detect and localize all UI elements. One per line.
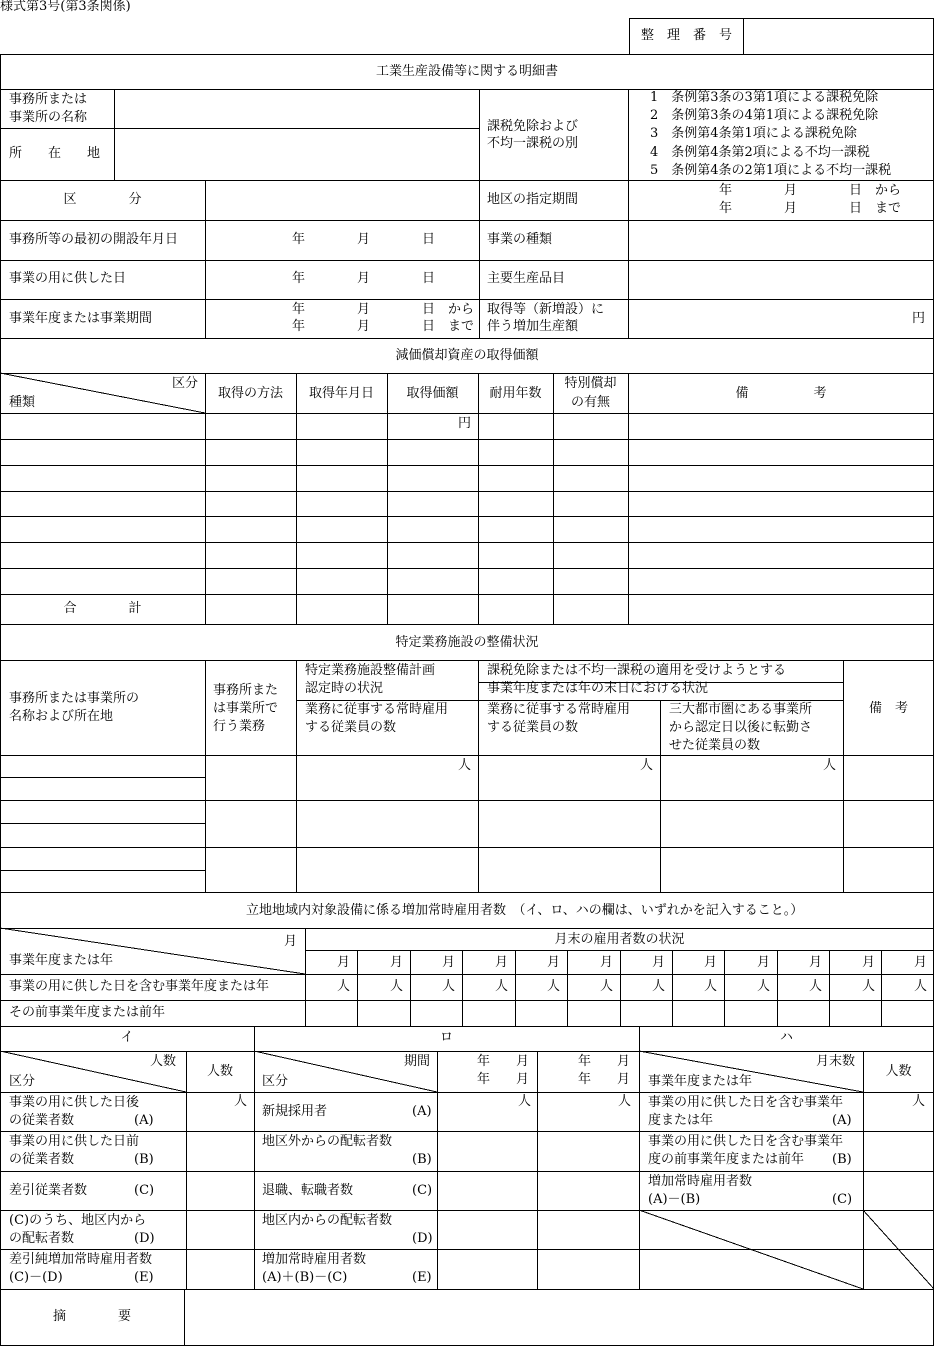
assets-col-life: 耐用年数	[489, 386, 542, 401]
block-ro-row4-label: 地区内からの配転者数	[262, 1213, 393, 1228]
month-header-11[interactable]: 月	[862, 955, 876, 970]
block-i-row2-line1: 事業の用に供した日前	[9, 1134, 140, 1149]
fiscal-period-to[interactable]: 年 月 日 まで	[292, 319, 475, 334]
assets-col-method: 取得の方法	[217, 386, 283, 401]
block-i-row2-mark: (B)	[134, 1152, 154, 1167]
month-header-1[interactable]: 月	[337, 955, 351, 970]
block-i-person-unit: 人	[234, 1094, 248, 1109]
facility-office-label-line2: 名称および所在地	[9, 709, 114, 724]
district-period-label: 地区の指定期間	[487, 192, 579, 207]
monthly-status-label: 月末の雇用者数の状況	[554, 932, 685, 947]
month-header-9[interactable]: 月	[757, 955, 771, 970]
employment-section-title: 立地地域内対象設備に係る増加常時雇用者数 （イ、ロ、ハの欄は、いずれかを記入すること。）	[246, 903, 804, 918]
exemption-option-5[interactable]: 5 条例第4条の2第1項による不均一課税	[650, 163, 892, 178]
exemption-option-1[interactable]: 1 条例第3条の3第1項による課税免除	[650, 90, 879, 105]
block-ha-row3-line2: (A)－(B)	[648, 1192, 701, 1207]
facility-section-title: 特定業務施設の整備状況	[395, 635, 539, 650]
block-i-row3-mark: (C)	[134, 1183, 155, 1198]
row-use-year-label: 事業の用に供した日を含む事業年度または年	[9, 979, 270, 994]
block-i-row4-mark: (D)	[134, 1231, 155, 1246]
business-type-label: 事業の種類	[487, 232, 553, 247]
block-i-row4-line1: (C)のうち、地区内から	[9, 1213, 147, 1228]
month-header-12[interactable]: 月	[914, 955, 928, 970]
person-unit-m7: 人	[652, 979, 666, 994]
person-unit-m1: 人	[337, 979, 351, 994]
exemption-option-2[interactable]: 2 条例第3条の4第1項による課税免除	[650, 108, 879, 123]
block-ha-count-col: 人数	[885, 1064, 912, 1079]
block-i-header: イ	[120, 1030, 134, 1045]
facility-office-label-line1: 事務所または事業所の	[9, 691, 140, 706]
facility-status-label-line2: 事業年度または年の末日における状況	[487, 681, 709, 696]
employment-fiscal-year-label: 事業年度または年	[9, 953, 114, 968]
block-ha-row1-mark: (A)	[832, 1113, 852, 1128]
first-open-date-label: 事務所等の最初の開設年月日	[9, 232, 179, 247]
person-unit-m8: 人	[704, 979, 718, 994]
block-ha-row3-mark: (C)	[832, 1192, 853, 1207]
facility-plan-label-line1: 特定業務施設整備計画	[305, 663, 436, 678]
person-unit-m4: 人	[495, 979, 509, 994]
month-header-5[interactable]: 月	[547, 955, 561, 970]
office-name-label-line1: 事務所または	[9, 92, 88, 107]
facility-person-unit-c: 人	[823, 758, 837, 773]
assets-col-special-line2: の有無	[570, 395, 610, 410]
person-unit-m11: 人	[862, 979, 876, 994]
facility-transfer-line1: 三大都市圏にある事業所	[669, 702, 813, 717]
person-unit-m9: 人	[757, 979, 771, 994]
district-period-from[interactable]: 年 月 日 から	[719, 183, 902, 198]
first-open-date-field[interactable]: 年 月 日	[292, 232, 436, 247]
block-ro-period-label: 期間	[404, 1054, 431, 1069]
facility-transfer-line2: から認定日以後に転勤さ	[669, 720, 813, 735]
block-i-row3-label: 差引従業者数	[9, 1183, 88, 1198]
assets-total-label: 合 計	[63, 601, 142, 616]
month-header-7[interactable]: 月	[652, 955, 666, 970]
block-ro-period1-to[interactable]: 年 月	[477, 1072, 530, 1087]
facility-work-label-line2: は事業所で	[213, 701, 279, 716]
block-ro-row5-line1: 増加常時雇用者数	[262, 1252, 367, 1267]
kubun-label: 区 分	[63, 192, 142, 207]
facility-person-unit-b: 人	[640, 758, 654, 773]
use-date-label: 事業の用に供した日	[9, 271, 127, 286]
block-i-count-label: 人数	[150, 1054, 177, 1069]
form-number: 様式第3号(第3条関係)	[0, 0, 131, 14]
facility-status-label-line1: 課税免除または不均一課税の適用を受けようとする	[487, 663, 787, 678]
reference-number-label: 整 理 番 号	[640, 28, 732, 43]
block-ro-kubun-label: 区分	[262, 1074, 289, 1089]
use-date-field[interactable]: 年 月 日	[292, 271, 436, 286]
facility-plan-label-line2: 認定時の状況	[305, 681, 384, 696]
assets-section-title: 減価償却資産の取得価額	[395, 348, 539, 363]
assets-col-remarks: 備 考	[735, 386, 827, 401]
block-ro-row1-mark: (A)	[412, 1104, 432, 1119]
block-ha-month-end-label: 月末数	[816, 1054, 856, 1069]
person-unit-m12: 人	[914, 979, 928, 994]
block-ha-row2-mark: (B)	[832, 1152, 852, 1167]
form-title: 工業生産設備等に関する明細書	[375, 64, 558, 79]
block-ro-person-unit-2: 人	[618, 1094, 632, 1109]
district-period-to[interactable]: 年 月 日 まで	[719, 201, 902, 216]
month-header-3[interactable]: 月	[442, 955, 456, 970]
block-ha-row1-line1: 事業の用に供した日を含む事業年	[648, 1095, 844, 1110]
block-i-row5-line1: 差引純増加常時雇用者数	[9, 1252, 153, 1267]
block-ro-row5-line2: (A)＋(B)－(C)	[262, 1270, 348, 1285]
exemption-option-3[interactable]: 3 条例第4条第1項による課税免除	[650, 126, 857, 141]
block-ro-header: ロ	[439, 1030, 453, 1045]
assets-col-special-line1: 特別償却	[564, 376, 617, 391]
assets-kind-label: 種類	[9, 395, 36, 410]
block-i-row1-mark: (A)	[134, 1113, 154, 1128]
facility-person-unit-a: 人	[458, 758, 472, 773]
person-unit-m10: 人	[809, 979, 823, 994]
block-ha-header: ハ	[779, 1030, 793, 1045]
block-i-row4-line2: の配転者数	[9, 1231, 75, 1246]
assets-col-price: 取得価額	[406, 386, 459, 401]
month-header-4[interactable]: 月	[495, 955, 509, 970]
block-ha-row1-line2: 度または年	[648, 1113, 714, 1128]
block-ro-row5-mark: (E)	[412, 1270, 432, 1285]
block-ha-row2-line1: 事業の用に供した日を含む事業年	[648, 1134, 844, 1149]
block-i-row1-line2: の従業者数	[9, 1113, 75, 1128]
assets-col-date: 取得年月日	[308, 386, 374, 401]
block-ro-period2-from[interactable]: 年 月	[578, 1054, 631, 1069]
facility-emp-a-line2: する従業員の数	[305, 720, 397, 735]
person-unit-m3: 人	[442, 979, 456, 994]
facility-remarks-label: 備 考	[869, 701, 909, 716]
assets-yen-unit: 円	[458, 416, 472, 431]
facility-emp-b-line1: 業務に従事する常時雇用	[487, 702, 631, 717]
block-ro-row4-mark: (D)	[412, 1231, 433, 1246]
yen-unit: 円	[912, 311, 926, 326]
fiscal-period-label: 事業年度または事業期間	[9, 311, 153, 326]
month-header-8[interactable]: 月	[704, 955, 718, 970]
block-ro-period1-from[interactable]: 年 月	[477, 1054, 530, 1069]
office-name-label-line2: 事業所の名称	[9, 110, 88, 125]
block-ha-row3-line1: 増加常時雇用者数	[648, 1174, 753, 1189]
block-i-count-col: 人数	[206, 1064, 233, 1079]
main-product-label: 主要生産品目	[487, 271, 566, 286]
block-ro-row3-label: 退職、転職者数	[262, 1183, 354, 1198]
block-i-kubun-label: 区分	[9, 1074, 36, 1089]
assets-kubun-label: 区分	[172, 376, 199, 391]
office-name-field[interactable]	[120, 90, 475, 126]
block-ha-row2-line2: 度の前事業年度または前年	[648, 1152, 805, 1167]
person-unit-m2: 人	[390, 979, 404, 994]
block-ro-row2-label: 地区外からの配転者数	[262, 1134, 393, 1149]
increase-production-label-line2: 伴う増加生産額	[487, 319, 579, 334]
block-ro-person-unit-1: 人	[518, 1094, 532, 1109]
month-header-2[interactable]: 月	[390, 955, 404, 970]
block-i-row5-line2: (C)－(D)	[9, 1270, 63, 1285]
summary-label: 摘 要	[52, 1309, 131, 1324]
month-header-10[interactable]: 月	[809, 955, 823, 970]
facility-emp-b-line2: する従業員の数	[487, 720, 579, 735]
facility-transfer-line3: せた従業員の数	[669, 738, 761, 753]
row-prev-year-label: その前事業年度または前年	[9, 1005, 166, 1020]
increase-production-label-line1: 取得等（新増設）に	[487, 302, 605, 317]
facility-work-label-line1: 事務所また	[213, 683, 279, 698]
location-field[interactable]	[120, 130, 475, 178]
block-i-row5-mark: (E)	[134, 1270, 154, 1285]
block-ro-row2-mark: (B)	[412, 1152, 432, 1167]
person-unit-m5: 人	[547, 979, 561, 994]
facility-emp-a-line1: 業務に従事する常時雇用	[305, 702, 449, 717]
block-ha-person-unit: 人	[912, 1094, 926, 1109]
block-ro-period2-to[interactable]: 年 月	[578, 1072, 631, 1087]
block-ro-row3-mark: (C)	[412, 1183, 433, 1198]
person-unit-m6: 人	[600, 979, 614, 994]
block-ha-fiscal-year-label: 事業年度または年	[648, 1074, 753, 1089]
fiscal-period-from[interactable]: 年 月 日 から	[292, 302, 475, 317]
summary-field[interactable]	[190, 1292, 928, 1342]
month-header-6[interactable]: 月	[600, 955, 614, 970]
exemption-option-4[interactable]: 4 条例第4条第2項による不均一課税	[650, 145, 870, 160]
exemption-label-line1: 課税免除および	[487, 119, 579, 134]
location-label: 所 在 地	[9, 146, 101, 161]
exemption-label-line2: 不均一課税の別	[487, 136, 579, 151]
employment-month-label: 月	[284, 934, 298, 949]
block-ro-row1-label: 新規採用者	[262, 1104, 328, 1119]
facility-work-label-line3: 行う業務	[213, 719, 266, 734]
block-i-row2-line2: の従業者数	[9, 1152, 75, 1167]
block-i-row1-line1: 事業の用に供した日後	[9, 1095, 140, 1110]
